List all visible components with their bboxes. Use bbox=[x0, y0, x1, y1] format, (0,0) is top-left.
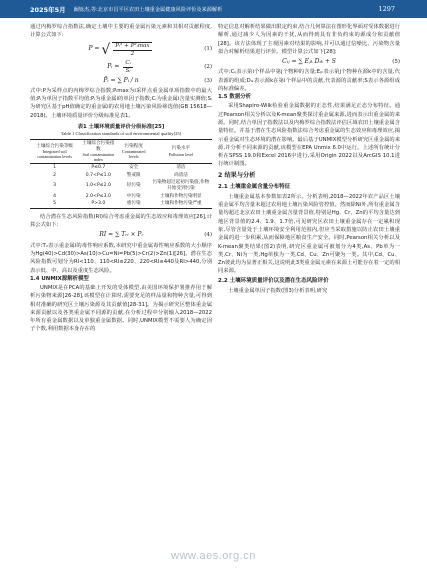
table-cell: 警戒限 bbox=[126, 172, 141, 178]
equation-number: (2) bbox=[204, 63, 212, 70]
column-header: 污染水平 Pollution level bbox=[150, 140, 212, 164]
subsection-heading: 2.2 土壤环境质量评价以及潜在生态风险评价 bbox=[218, 277, 329, 284]
formula-rhs: ∑ Tᵣᵢ × Pᵢ bbox=[115, 231, 143, 239]
paragraph: 土壤重金属基本参数如表2所示。分析表明,2018—2022年农产品区土壤重金属平均含量未超过农用地土壤污染风险管控值。然而除Ni外,所有重金属含量均超过北京农田土壤重金属含量背景值,特别是Hg、Cr、Zn的平均含量达到地区背景值的2.4、1.9、1.7倍,可见研究区农田土壤重金属存在一定累积现象,尽管含量处于土壤环境安全利用范围内,但应当采取措施以防止农田土壤重金属的进一步积累,从而保障地区粮食生产安全。同时,Pearson相关分析以及K-mean聚类结果(图2)表明,研究区重金属可被划分为4类,As、Pb单为一类,Cr、Ni为一类,Hg单独为一类,Cd、Cu、Zn可聚为一类。其中,Cd、Cu、Zn彼此均为显著正相关,这说明此3类重金属元素在来源上可能存在着一定的相同来源。 bbox=[218, 193, 400, 275]
denominator: 2 bbox=[130, 50, 135, 57]
paragraph: 式中:P为采样点的内梅罗综合指数;Pᵢmax为i采样点重金属单项指数中的最大值;Pᵢ为单因子指数平均值;Pᵢ为重金属i的单因子指数;Cᵢ为重金属i含量实测值;Sᵢ为研究区基于pH值确定的重金属i的农用地土壤污染风险筛选值(GB 15618—2018)。土壤环境质量评价分级标准见表1。 bbox=[30, 87, 212, 119]
table-row bbox=[30, 164, 212, 172]
table-cell: 0.7<P≤1.0 bbox=[85, 172, 111, 178]
formula-5: Cᵢⱼ = ∑ Eⱼₖ Dᵢₖ + S (5) bbox=[282, 58, 400, 66]
sqrt-sign: √ bbox=[101, 41, 111, 58]
fraction bbox=[123, 60, 132, 75]
fraction bbox=[112, 42, 151, 58]
formula-2: Pᵢ = $\frac{\text{Cᵢ}}{\text{Sᵢ}}$ (2) bbox=[107, 59, 212, 74]
paragraph: 特定信息对解析结果做出限定约束,结合几何算法在图形化界面对受体数据进行解析,通过减少人为因素的干扰,从而得到具有非负约束的源成分和贡献值[28]。该方法体现了主观因素对结果的影响,并可以通过信噪比、污染物含量拟合对解析结果进行评价。模型计算公式如下[28]: bbox=[218, 24, 400, 55]
formula-1: P = √ $\frac{\text{P̄ᵢ² + P²ᵢmax}}{2}$ (1) bbox=[88, 41, 212, 58]
equation-number: (5) bbox=[392, 59, 400, 66]
left-column bbox=[30, 23, 212, 334]
table-cell: 1 bbox=[53, 165, 57, 171]
section-heading: 1.4 UNMIX源解析模型 bbox=[30, 275, 89, 282]
table-cell: 2 bbox=[53, 172, 57, 178]
formula-lhs: P bbox=[88, 45, 93, 53]
column-header: 土壤综合污染指数 Soil contamination index bbox=[79, 140, 117, 164]
issue-date: 2025年5月 bbox=[30, 5, 66, 14]
formula-lhs: Pᵢ bbox=[107, 62, 113, 70]
table-cell: 土壤和作物污染严重 bbox=[150, 200, 212, 208]
paragraph: 通过内梅罗综合指数法,确定土壤中主要的重金属污染元素和其相对贡献程度,计算公式如下: bbox=[30, 24, 212, 39]
table-cell: 清洁 bbox=[176, 165, 186, 171]
table-cell: 1.0<P≤2.0 bbox=[85, 183, 111, 189]
right-column bbox=[218, 23, 400, 295]
denominator: Sᵢ bbox=[125, 67, 131, 74]
table-cell: 中污染 bbox=[126, 193, 141, 199]
table-cell: 4 bbox=[53, 193, 57, 199]
table-row bbox=[30, 200, 212, 208]
formula-rhs: ∑ Eⱼₖ Dᵢₖ + S bbox=[298, 58, 336, 66]
grade-table bbox=[30, 139, 212, 209]
table-cell: 土壤和作物污染明显 bbox=[160, 193, 202, 199]
paragraph: 土壤重金属单因子指数(图3)分析表明,研究 bbox=[228, 287, 328, 294]
section-heading: 1.5 数据分析 bbox=[218, 94, 251, 101]
page-number: 1297 bbox=[378, 5, 395, 13]
table-cell: 2.0<P≤3.0 bbox=[85, 193, 111, 199]
table-row bbox=[30, 193, 212, 201]
equation-number: (3) bbox=[204, 77, 212, 84]
table-cell: 重污染 bbox=[117, 200, 150, 208]
paragraph: 结合潜在生态风险指数(RI)综合考虑重金属的生态效应和毒理效应[26],计算公式如下: bbox=[30, 213, 212, 229]
table-caption-english: Table 1 Classification standards of soil environmental quality[25] bbox=[60, 131, 182, 137]
formula-rhs: ∑ Pᵢ / n bbox=[117, 76, 139, 84]
paragraph: 采用Shapiro-Wilk检验重金属数据的正态性,结果满足正态分布特征。通过Pearson相关分析以及K-mean聚类探讨重金属来源,进而表示出重金属的来源。同时,结合单因子指数法以及内梅罗综合指数法评估区域农田土壤重金属含量特征。并基于潜在生态风险指数法综合考虑重金属的生态效应和毒理效应,揭示重金属对生态环境的潜在影响。最后基于UNMIX模型分析研究区重金属的来源,并分析不同来源的贡献,该模型在EPA Unmix 6.0中运行。上述所有统计分析在SPSS 19.0和Excel 2016中进行,采用Origin 2022以及ArcGIS 10.1进行统计制图。 bbox=[218, 103, 400, 168]
formula-lhs: Cᵢⱼ bbox=[282, 58, 290, 66]
table-caption: 表1 土壤环境质量评价分级标准[25] bbox=[77, 124, 165, 131]
paragraph: 式中:Tᵣᵢ表示重金属i的毒性响应系数,本研究中重金属毒性响应系数的大小顺序为Hg(40)>Cd(30)>As(10)>Cu=Ni=Pb(5)>Cr(2)>Zn(1)[26]。潜在生态风险指数可划分为RI<110、110<RI≤220、220<RI≤440及RI>440,分别表示低、中、高以及重度生态风险。 bbox=[30, 242, 212, 274]
table-row bbox=[30, 179, 212, 192]
equation-number: (1) bbox=[204, 46, 212, 53]
table-cell: P≤0.7 bbox=[91, 165, 106, 171]
column-header: 污染程度 Contaminated levels bbox=[117, 140, 150, 164]
formula-lhs: RI bbox=[99, 231, 107, 239]
running-title: 阚铄杰,等:北京市昌平区农田土壤重金属健康风险评价及来源解析 bbox=[73, 6, 223, 13]
numerator: Cᵢ bbox=[125, 59, 131, 66]
table-row bbox=[30, 172, 212, 180]
subsection-heading: 2.1 土壤重金属含量分布特征 bbox=[218, 183, 291, 190]
column-header: 土壤综合污染等级 Integrated soil contamination levels bbox=[30, 140, 79, 164]
formula-4: RI = ∑ Tᵣᵢ × Pᵢ (4) bbox=[99, 231, 212, 239]
numerator: P̄ᵢ² + P²ᵢmax bbox=[115, 42, 150, 49]
table-cell: 轻污染 bbox=[126, 183, 141, 189]
journal-header bbox=[0, 0, 427, 18]
watermark-url: www.aes.org.cn bbox=[171, 550, 256, 562]
paragraph: UNMIX是在PCA的基础上开发的受体模型,由美国环境保护署推荐用于解析污染物来源[26-28],该模型在计算时,需要充足的样品量和物种含量,可得到相对准确的研究区土壤污染源及其贡献值[28-31]。为揭示研究区整体重金属来源贡献以及各类重金属不同源的贡献,在分析过程中分别输入2018—2022年所有重金属数据以及单独重金属数据。同时,UNMIX模型不需要人为确定因子个数,利用数据本身存在的 bbox=[30, 284, 212, 333]
table-header-row bbox=[30, 140, 212, 164]
table-cell: 3 bbox=[53, 183, 57, 189]
table-cell: 污染物超过起初污染值,作物开始受到污染 bbox=[152, 180, 210, 192]
table-cell: P>3.0 bbox=[79, 200, 117, 208]
section-heading: 2 结果与分析 bbox=[218, 171, 256, 179]
formula-3: P̄ᵢ = ∑ Pᵢ / n (3) bbox=[103, 76, 212, 84]
equation-number: (4) bbox=[204, 232, 212, 239]
sqrt-expression bbox=[101, 42, 153, 58]
formula-lhs: P̄ᵢ bbox=[103, 76, 109, 84]
table-cell: 尚清洁 bbox=[174, 172, 188, 178]
table-cell: 5 bbox=[30, 200, 79, 208]
table-cell: 安全 bbox=[129, 165, 139, 171]
table-1 bbox=[30, 124, 212, 209]
paragraph: 式中:Cᵢⱼ表示第i个样品中第j个物种的含量;Eⱼₖ表示第j个物种在源k中的含量,代表源的组成;Dᵢₖ表示源k在第i个样品中的贡献,代表源的贡献率;S表示各源组成的标准偏差。 bbox=[218, 69, 400, 93]
